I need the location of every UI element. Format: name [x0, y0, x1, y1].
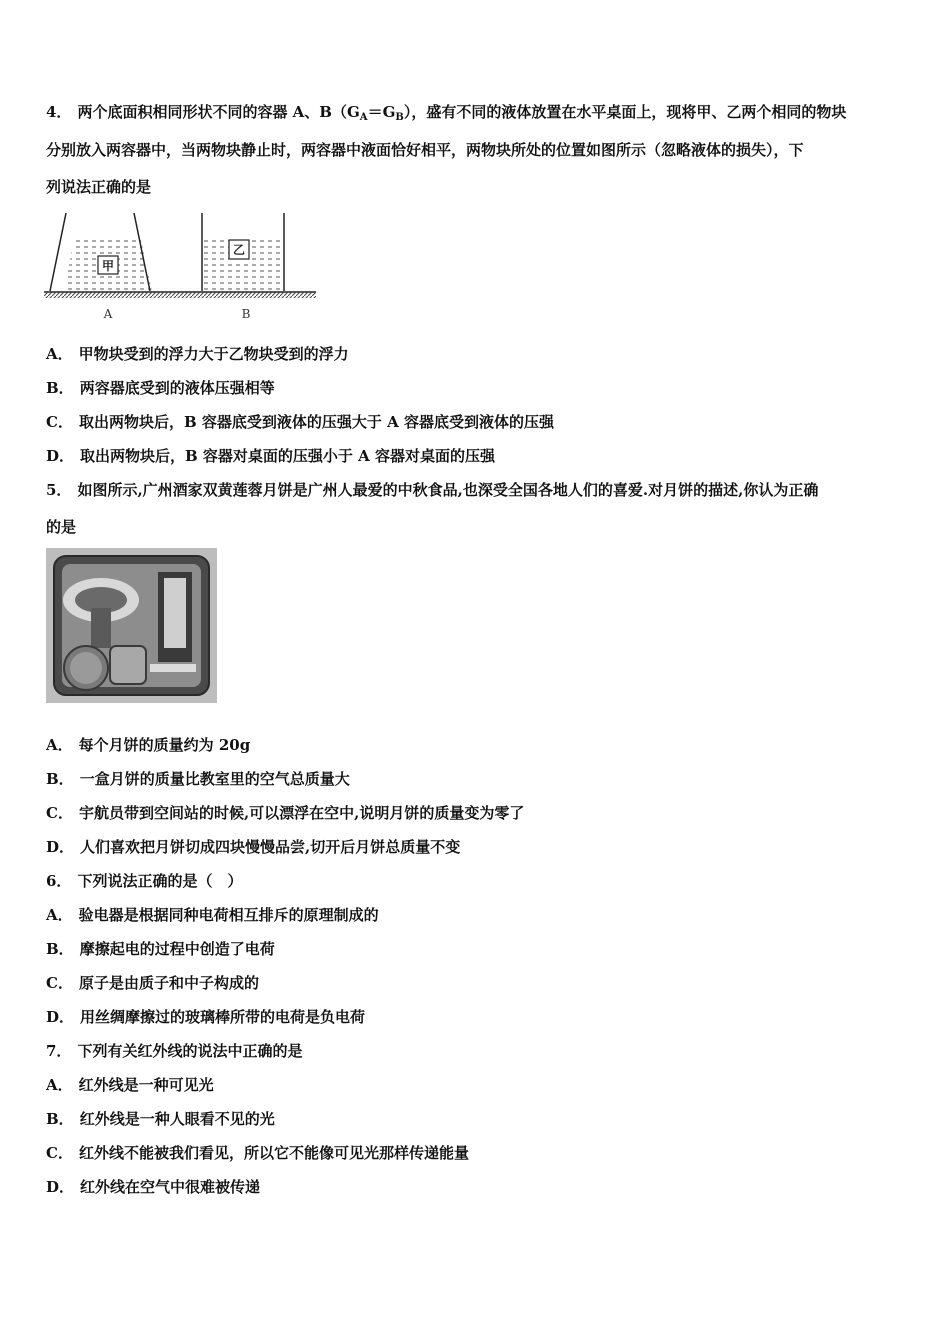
block-jia-label: 甲	[101, 259, 115, 273]
container-a-left-wall	[50, 213, 66, 291]
table-hatch	[44, 292, 316, 298]
q6-option-d: D． 用丝绸摩擦过的玻璃棒所带的电荷是负电荷	[46, 1008, 366, 1026]
mooncake-photo	[46, 548, 217, 703]
q4-stem-line2: 分别放入两容器中，当两物块静止时，两容器中液面恰好相平，两物块所处的位置如图所示（忽略液体的损失），下	[46, 141, 804, 159]
q7-stem: 7． 下列有关红外线的说法中正确的是	[46, 1042, 303, 1060]
q7-option-b: B． 红外线是一种人眼看不见的光	[46, 1110, 275, 1128]
q7-option-c: C． 红外线不能被我们看见，所以它不能像可见光那样传递能量	[46, 1144, 469, 1162]
q6-number: 6．	[46, 872, 72, 890]
container-b-label: B	[241, 307, 251, 321]
q4-option-c: C． 取出两物块后，B 容器底受到液体的压强大于 A 容器底受到液体的压强	[46, 413, 554, 431]
q4-stem-line1: 4． 两个底面积相同形状不同的容器 A、$B(G_A=G_B)$，盛有不同的液体放置在水平桌面上，现将甲、乙两个相同的物块	[46, 103, 847, 123]
q7-number: 7．	[46, 1042, 72, 1060]
container-a-label: A	[103, 307, 113, 321]
q4-stem-line3: 列说法正确的是	[46, 178, 152, 196]
q5-stem-line2: 的是	[46, 518, 77, 536]
q5-stem-line1: 5． 如图所示,广州酒家双黄莲蓉月饼是广州人最爱的中秋食品,也深受全国各地人们的喜爱.对月饼的描述,你认为正确	[46, 481, 819, 499]
q6-stem: 6． 下列说法正确的是（ ）	[46, 872, 243, 890]
q4-option-a: A． 甲物块受到的浮力大于乙物块受到的浮力	[46, 345, 349, 363]
q5-number: 5．	[46, 481, 72, 499]
q5-option-d: D． 人们喜欢把月饼切成四块慢慢品尝,切开后月饼总质量不变	[46, 838, 461, 856]
q6-option-b: B． 摩擦起电的过程中创造了电荷	[46, 940, 275, 958]
q5-option-c: C． 宇航员带到空间站的时候,可以漂浮在空中,说明月饼的质量变为零了	[46, 804, 525, 822]
block-yi-label: 乙	[232, 243, 246, 257]
q6-option-c: C． 原子是由质子和中子构成的	[46, 974, 259, 992]
q5-option-b: B． 一盒月饼的质量比教室里的空气总质量大	[46, 770, 350, 788]
q7-option-a: A． 红外线是一种可见光	[46, 1076, 214, 1094]
q5-option-a: A． 每个月饼的质量约为 20g	[46, 736, 251, 754]
q4-number: 4．	[46, 103, 72, 121]
q4-option-d: D． 取出两物块后，B 容器对桌面的压强小于 A 容器对桌面的压强	[46, 447, 496, 465]
q6-option-a: A． 验电器是根据同种电荷相互排斥的原理制成的	[46, 906, 379, 924]
containers-figure	[44, 208, 319, 326]
q7-option-d: D． 红外线在空气中很难被传递	[46, 1178, 261, 1196]
q4-option-b: B． 两容器底受到的液体压强相等	[46, 379, 275, 397]
